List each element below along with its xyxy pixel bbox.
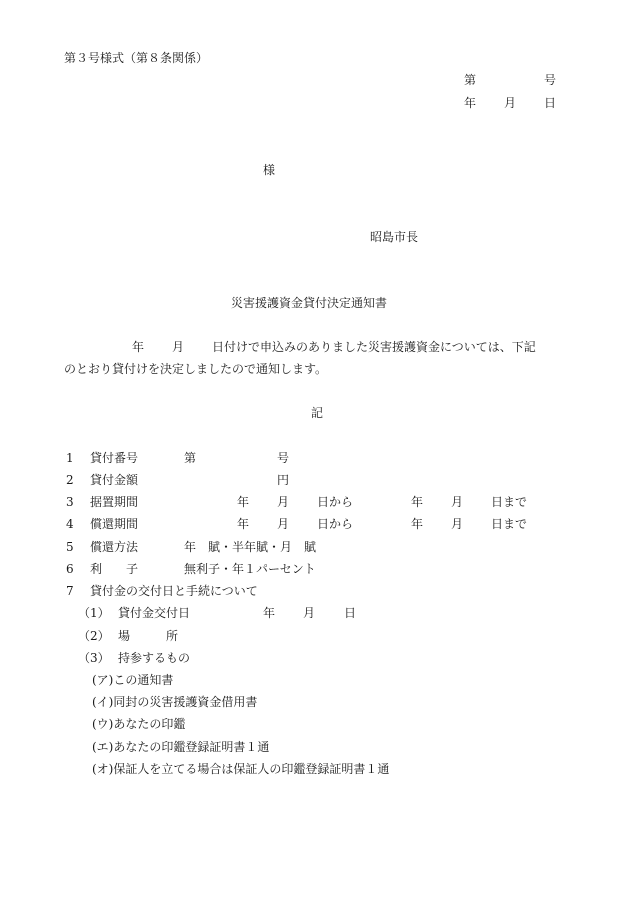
item-3-number: 3 xyxy=(66,495,74,509)
sub-1-day: 日 xyxy=(344,606,357,620)
item-4-label: 償還期間 xyxy=(90,517,139,531)
bring-item-i: (イ)同封の災害援護資金借用書 xyxy=(92,695,258,709)
item-3-start-year: 年 xyxy=(237,495,250,509)
item-2-unit: 円 xyxy=(277,473,290,487)
sub-2-label: 場 所 xyxy=(118,629,179,643)
bring-item-a: (ア)この通知書 xyxy=(92,673,174,687)
item-6-label: 利 子 xyxy=(90,562,139,576)
sub-3-number: （3） xyxy=(78,651,110,665)
item-5-value: 年 賦・半年賦・月 賦 xyxy=(184,540,317,554)
item-4-number: 4 xyxy=(66,517,74,531)
date-day-label: 日 xyxy=(544,96,557,110)
sender-name: 昭島市長 xyxy=(370,230,419,244)
sub-2-number: （2） xyxy=(78,629,110,643)
ki-heading: 記 xyxy=(311,406,324,420)
item-1-number: 1 xyxy=(66,451,74,465)
form-number: 第３号様式（第８条関係） xyxy=(64,51,209,65)
item-3-label: 据置期間 xyxy=(90,495,139,509)
item-7-number: 7 xyxy=(66,584,74,598)
item-2-number: 2 xyxy=(66,473,74,487)
item-4-start-month: 月 xyxy=(277,517,290,531)
sub-1-month: 月 xyxy=(303,606,316,620)
item-5-label: 償還方法 xyxy=(90,540,139,554)
sub-1-number: （1） xyxy=(78,606,110,620)
sub-1-year: 年 xyxy=(263,606,276,620)
item-6-value: 無利子・年１パーセント xyxy=(184,562,316,576)
item-4-end-year: 年 xyxy=(411,517,424,531)
item-3-end-year: 年 xyxy=(411,495,424,509)
bring-item-o: (オ)保証人を立てる場合は保証人の印鑑登録証明書１通 xyxy=(92,762,390,776)
item-2-label: 貸付金額 xyxy=(90,473,139,487)
item-3-end-month: 月 xyxy=(451,495,464,509)
item-1-label: 貸付番号 xyxy=(90,451,139,465)
document-number-prefix: 第 xyxy=(464,73,477,87)
item-1-suffix: 号 xyxy=(277,451,290,465)
bring-item-e: (エ)あなたの印鑑登録証明書１通 xyxy=(92,740,270,754)
item-4-end-day: 日まで xyxy=(491,517,528,531)
body-line-2: のとおり貸付けを決定しましたので通知します。 xyxy=(64,362,328,376)
body-line-1: 日付けで申込みのありました災害援護資金については、下記 xyxy=(212,340,536,354)
item-5-number: 5 xyxy=(66,540,74,554)
item-7-label: 貸付金の交付日と手続について xyxy=(90,584,258,598)
sub-1-label: 貸付金交付日 xyxy=(118,606,191,620)
document-number-suffix: 号 xyxy=(544,73,557,87)
date-year-label: 年 xyxy=(464,96,477,110)
sub-3-label: 持参するもの xyxy=(118,651,191,665)
body-month-label: 月 xyxy=(172,340,185,354)
bring-item-u: (ウ)あなたの印鑑 xyxy=(92,717,186,731)
item-6-number: 6 xyxy=(66,562,74,576)
item-3-start-day: 日から xyxy=(317,495,354,509)
item-4-start-year: 年 xyxy=(237,517,250,531)
item-3-start-month: 月 xyxy=(277,495,290,509)
item-4-end-month: 月 xyxy=(451,517,464,531)
item-3-end-day: 日まで xyxy=(491,495,528,509)
body-year-label: 年 xyxy=(132,340,145,354)
addressee-honorific: 様 xyxy=(263,163,276,177)
item-1-prefix: 第 xyxy=(184,451,197,465)
date-month-label: 月 xyxy=(504,96,517,110)
document-title: 災害援護資金貸付決定通知書 xyxy=(231,296,388,310)
item-4-start-day: 日から xyxy=(317,517,354,531)
